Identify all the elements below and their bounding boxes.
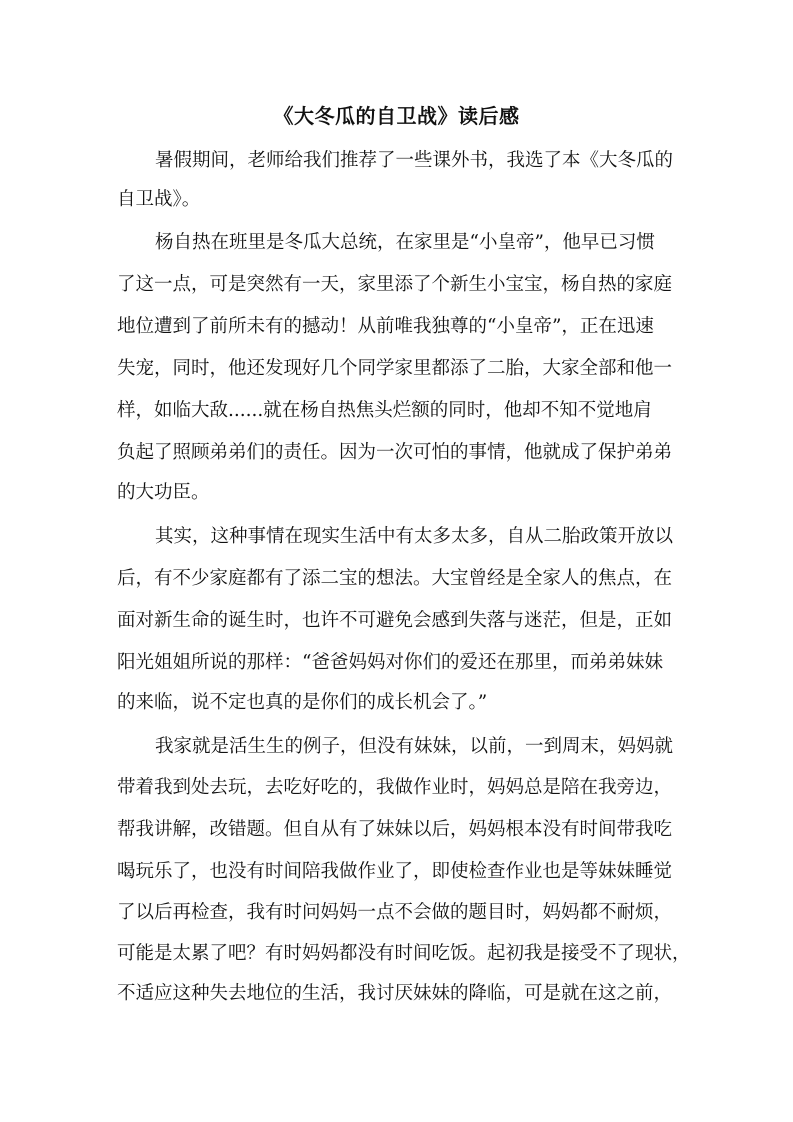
paragraph-2-line-4: 失宠，同时，他还发现好几个同学家里都添了二胎，大家全部和他一 [117, 358, 673, 379]
paragraph-2-line-5: 样，如临大敌......就在杨自热焦头烂额的同时，他却不知不觉地肩 [117, 400, 652, 421]
paragraph-3-line-2: 后，有不少家庭都有了添二宝的想法。大宝曾经是全家人的焦点，在 [117, 568, 673, 589]
paragraph-3-line-3: 面对新生命的诞生时，也许不可避免会感到失落与迷茫，但是，正如 [117, 610, 673, 631]
paragraph-4-line-7: 不适应这种失去地位的生活，我讨厌妹妹的降临，可是就在这之前， [117, 983, 673, 1004]
paragraph-3-line-5: 的来临，说不定也真的是你们的成长机会了。” [117, 692, 488, 713]
paragraph-2-line-3: 地位遭到了前所未有的撼动！从前唯我独尊的“小皇帝”，正在迅速 [117, 316, 654, 337]
paragraph-4-line-4: 喝玩乐了，也没有时间陪我做作业了，即使检查作业也是等妹妹睡觉 [117, 861, 673, 882]
paragraph-1-line-2: 自卫战》。 [117, 189, 201, 210]
paragraph-4-line-5: 了以后再检查，我有时问妈妈一点不会做的题目时，妈妈都不耐烦， [117, 902, 673, 923]
paragraph-3-line-4: 阳光姐姐所说的那样：“爸爸妈妈对你们的爱还在那里，而弟弟妹妹 [117, 652, 663, 673]
paragraph-3-line-1: 其实，这种事情在现实生活中有太多太多，自从二胎政策开放以 [155, 526, 674, 547]
paragraph-2-line-2: 了这一点，可是突然有一天，家里添了个新生小宝宝，杨自热的家庭 [117, 274, 673, 295]
paragraph-4-line-6: 可能是太累了吧？有时妈妈都没有时间吃饭。起初我是接受不了现状， [117, 943, 691, 964]
paragraph-2-line-1: 杨自热在班里是冬瓜大总统，在家里是“小皇帝”，他早已习惯 [155, 232, 655, 253]
paragraph-4-line-1: 我家就是活生生的例子，但没有妹妹，以前，一到周末，妈妈就 [155, 736, 674, 757]
page-title: 《大冬瓜的自卫战》读后感 [273, 104, 520, 128]
paragraph-4-line-2: 带着我到处去玩，去吃好吃的，我做作业时，妈妈总是陪在我旁边， [117, 777, 673, 798]
paragraph-2-line-7: 的大功臣。 [117, 482, 210, 503]
paragraph-2-line-6: 负起了照顾弟弟们的责任。因为一次可怕的事情，他就成了保护弟弟 [117, 442, 673, 463]
paragraph-4-line-3: 帮我讲解，改错题。但自从有了妹妹以后，妈妈根本没有时间带我吃 [117, 819, 673, 840]
paragraph-1-line-1: 暑假期间，老师给我们推荐了一些课外书，我选了本《大冬瓜的 [155, 150, 674, 171]
